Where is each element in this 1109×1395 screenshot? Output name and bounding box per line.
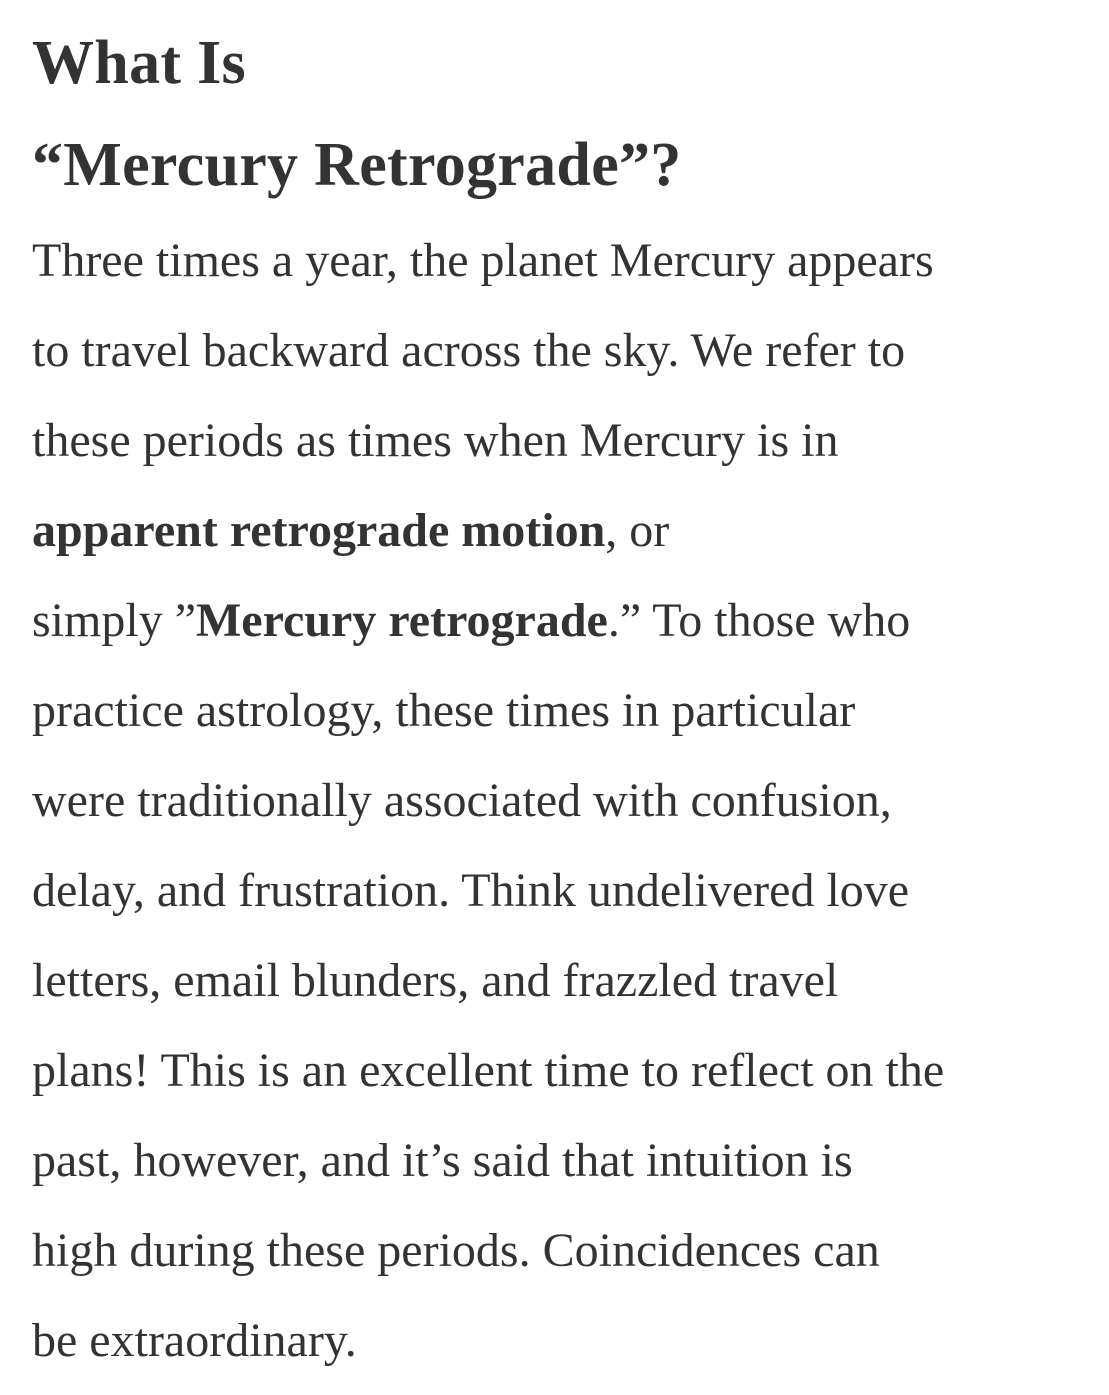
heading-line-2: “Mercury Retrograde”? <box>32 131 682 199</box>
paragraph-line: high during these periods. Coincidences can <box>32 1224 880 1277</box>
paragraph-line <box>32 486 1102 576</box>
paragraph-line: Three times a year, the planet Mercury appears <box>32 234 934 287</box>
article <box>32 0 1102 1386</box>
paragraph-line: to travel backward across the sky. We refer to <box>32 324 906 377</box>
heading-line-1: What Is <box>32 29 246 97</box>
bold-term-mercury-retrograde: Mercury retrograde <box>196 594 608 647</box>
paragraph-line <box>32 576 1102 666</box>
paragraph-line: these periods as times when Mercury is in <box>32 414 839 467</box>
bold-term-apparent-retrograde-motion: apparent retrograde motion <box>32 504 606 557</box>
paragraph-text: .” To those who <box>607 594 911 647</box>
paragraph-line: past, however, and it’s said that intuition is <box>32 1134 853 1187</box>
article-heading <box>32 0 1102 216</box>
paragraph-text: simply ” <box>32 594 196 647</box>
paragraph-text: , or <box>605 504 670 557</box>
paragraph-line: letters, email blunders, and frazzled travel <box>32 954 839 1007</box>
paragraph-line: plans! This is an excellent time to reflect on the <box>32 1044 945 1097</box>
paragraph-line: be extraordinary. <box>32 1314 357 1367</box>
paragraph-line: practice astrology, these times in particular <box>32 684 856 737</box>
article-paragraph <box>32 216 1102 1386</box>
paragraph-line: delay, and frustration. Think undelivered love <box>32 864 910 917</box>
paragraph-line: were traditionally associated with confusion, <box>32 774 892 827</box>
